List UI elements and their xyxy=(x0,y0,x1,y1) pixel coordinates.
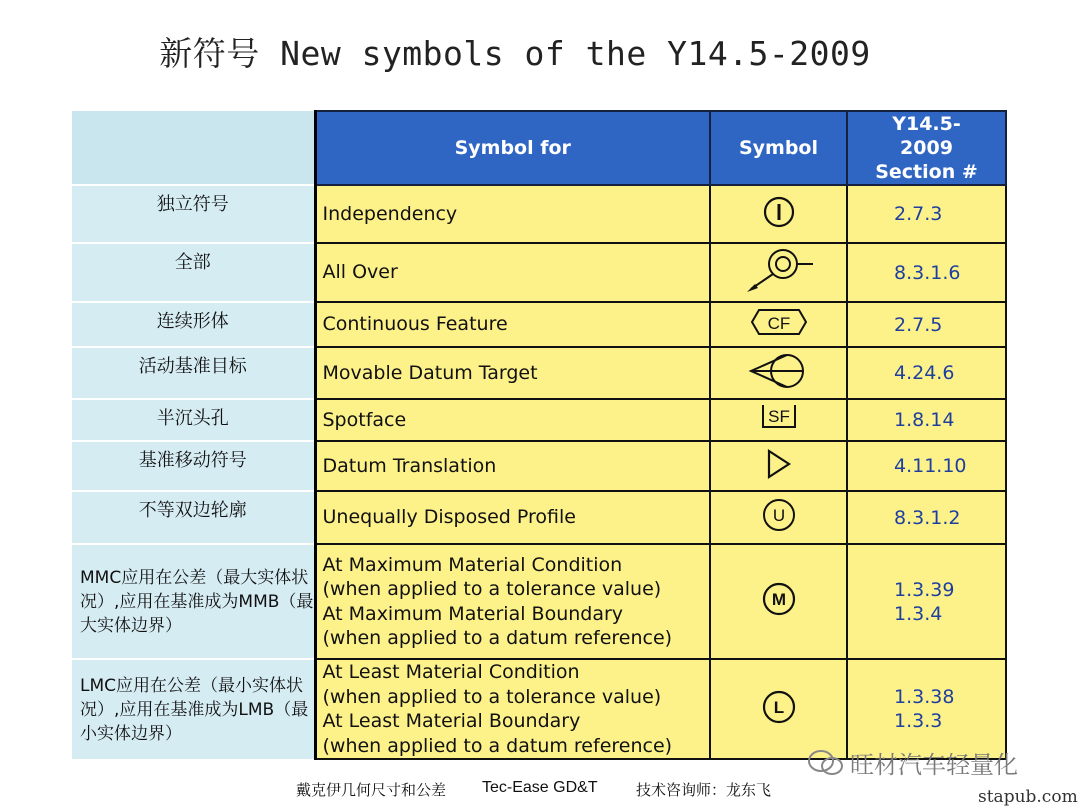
watermark: 旺材汽车轻量化 xyxy=(850,751,1018,779)
wechat-icon xyxy=(806,748,846,782)
cn-label: MMC应用在公差（最大实体状况）,应用在基准成为MMB（最大实体边界） xyxy=(72,544,315,659)
symbol-description: Movable Datum Target xyxy=(315,347,710,399)
table-row xyxy=(72,347,1006,399)
movable-datum-target-icon xyxy=(747,351,811,391)
independency-icon xyxy=(759,195,799,229)
svg-text:U: U xyxy=(772,506,785,525)
symbol-description: Datum Translation xyxy=(315,441,710,491)
source-watermark: stapub.com xyxy=(978,787,1078,807)
table-row xyxy=(72,491,1006,544)
section-number: 4.11.10 xyxy=(847,441,1006,491)
header-symbol-for: Symbol for xyxy=(315,111,710,185)
svg-text:L: L xyxy=(773,697,784,717)
cn-label: 活动基准目标 xyxy=(72,347,315,399)
table-row xyxy=(72,544,1006,659)
table-row xyxy=(72,302,1006,347)
symbols-table xyxy=(72,110,1006,757)
section-line: 1.3.3 xyxy=(894,710,943,732)
symbol-description: All Over xyxy=(315,243,710,302)
cn-label: 不等双边轮廓 xyxy=(72,491,315,544)
header-section: Y14.5-2009 Section # xyxy=(847,111,1006,185)
cn-label: 连续形体 xyxy=(72,302,315,347)
svg-text:CF: CF xyxy=(767,314,790,333)
symbol-description: Unequally Disposed Profile xyxy=(315,491,710,544)
description-line: (when applied to a datum reference) xyxy=(322,627,673,649)
header-symbol: Symbol xyxy=(710,111,847,185)
symbol-cell xyxy=(710,185,847,243)
description-line: At Least Material Boundary xyxy=(322,710,581,732)
description-line: (when applied to a datum reference) xyxy=(322,734,673,757)
symbol-cell xyxy=(710,302,847,347)
cn-label: 半沉头孔 xyxy=(72,399,315,441)
table-row xyxy=(72,441,1006,491)
symbol-description: Continuous Feature xyxy=(315,302,710,347)
svg-text:M: M xyxy=(771,590,786,609)
footer-left: 戴克伊几何尺寸和公差 xyxy=(296,781,447,799)
section-number xyxy=(847,659,1006,759)
symbol-cell xyxy=(710,243,847,302)
cn-label: 独立符号 xyxy=(72,185,315,243)
footer-right: 技术咨询师：龙东飞 xyxy=(636,781,772,799)
section-number: 2.7.3 xyxy=(847,185,1006,243)
all-over-icon xyxy=(741,245,817,295)
section-line: 1.3.38 xyxy=(894,686,955,708)
page-title: 新符号 New symbols of the Y14.5-2009 xyxy=(159,34,871,73)
continuous-feature-icon xyxy=(749,307,809,337)
cn-label: 基准移动符号 xyxy=(72,441,315,491)
description-line: (when applied to a tolerance value) xyxy=(322,685,662,708)
section-number: 2.7.5 xyxy=(847,302,1006,347)
header-blank-cell xyxy=(72,111,315,185)
section-line: 1.3.39 xyxy=(894,578,955,601)
section-line: 1.3.4 xyxy=(894,602,943,625)
section-number: 1.8.14 xyxy=(847,399,1006,441)
symbol-cell xyxy=(710,441,847,491)
section-number: 8.3.1.2 xyxy=(847,491,1006,544)
symbol-description: Spotface xyxy=(315,399,710,441)
symbol-cell xyxy=(710,347,847,399)
symbol-description: Independency xyxy=(315,185,710,243)
section-number xyxy=(847,544,1006,659)
symbol-description xyxy=(315,659,710,759)
symbol-cell xyxy=(710,659,847,759)
table-row xyxy=(72,659,1006,759)
table-row xyxy=(72,185,1006,243)
mmc-icon xyxy=(759,581,799,617)
svg-text:SF: SF xyxy=(767,406,790,426)
footer-middle: Tec-Ease GD&T xyxy=(482,779,598,796)
description-line: At Least Material Condition xyxy=(322,661,580,683)
symbol-description xyxy=(315,544,710,659)
description-line: At Maximum Material Condition xyxy=(322,553,623,576)
lmc-icon xyxy=(759,689,799,725)
symbol-cell xyxy=(710,399,847,441)
table-row xyxy=(72,399,1006,441)
description-line: (when applied to a tolerance value) xyxy=(322,578,662,600)
cn-label: 全部 xyxy=(72,243,315,302)
section-number: 4.24.6 xyxy=(847,347,1006,399)
symbol-cell xyxy=(710,491,847,544)
cn-label: LMC应用在公差（最小实体状况）,应用在基准成为LMB（最小实体边界） xyxy=(72,659,315,759)
spotface-icon xyxy=(757,403,801,433)
table-row xyxy=(72,243,1006,302)
unequally-disposed-profile-icon xyxy=(759,497,799,533)
symbol-cell xyxy=(710,544,847,659)
description-line: At Maximum Material Boundary xyxy=(322,602,624,625)
section-number: 8.3.1.6 xyxy=(847,243,1006,302)
datum-translation-icon xyxy=(764,448,794,480)
